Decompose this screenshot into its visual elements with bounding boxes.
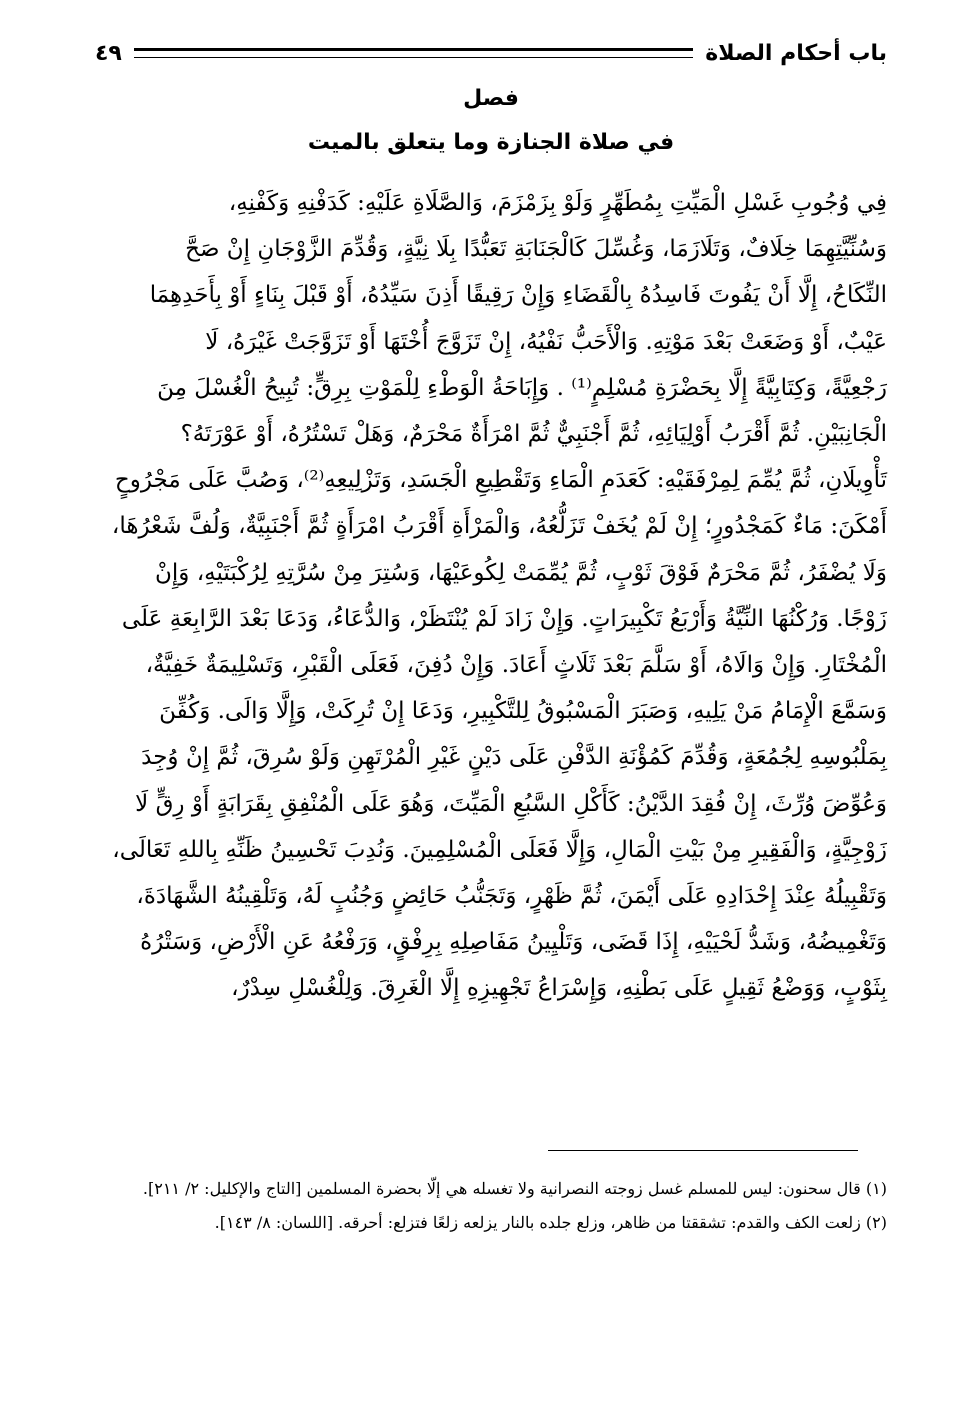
text-line: رَجْعِيَّةً، وَكِتَابِيَّةً إِلَّا بِحَضْرَةِ مُسْلِمٍ⁽¹⁾ . وَإِبَاحَةُ الْوَطْءِ لِلْمَوْتِ بِرِقٍّ: تُبِيحُ الْغُسْلَ مِنَ [157, 374, 887, 401]
text-line: وَسُنِّيَّتِهِمَا خِلَافٌ، وَتَلَازَمَا، وَغُسِّلَ كَالْجَنَابَةِ تَعَبُّدًا بِلَا نِيَّةٍ، وَقُدِّمَ الزَّوْجَانِ إِنْ صَحَّ [185, 236, 887, 263]
section-heading: فصل [463, 86, 519, 111]
text-line: بِمَلْبُوسِهِ لِجُمُعَةٍ، وَقُدِّمَ كَمُؤْنَةِ الدَّفْنِ عَلَى دَيْنٍ غَيْرِ الْمُرْتَهِنِ وَلَوْ سُرِقَ، ثُمَّ إِنْ وُجِدَ [141, 744, 887, 771]
text-line: النِّكَاحُ، إِلَّا أَنْ يَفُوتَ فَاسِدُهُ بِالْقَضَاءِ وَإِنْ رَقِيقًا أَذِنَ سَيِّدُهُ، أَوْ قَبْلَ بِنَاءٍ أَوْ بِأَحَدِهِمَا [149, 282, 887, 309]
footnote-1: (١) قال سحنون: ليس للمسلم غسل زوجته النصرانية ولا تغسله هي إلّا بحضرة المسلمين [التاج والإكليل: ٢/ ٢١١]. [142, 1179, 887, 1198]
text-line: وَلَا يُضْفَرُ، ثُمَّ مَحْرَمٌ فَوْقَ ثَوْبٍ، ثُمَّ يُمِّمَتْ لِكُوعَيْهَا، وَسُتِرَ مِنْ سُرَّتِهِ لِرُكْبَتَيْهِ، وَإِنْ [155, 559, 887, 586]
text-line: الْجَانِبَيْنِ. ثُمَّ أَقْرَبُ أَوْلِيَائِهِ، ثُمَّ أَجْنَبِيٌّ ثُمَّ امْرَأَةٌ مَحْرَمٌ، وَهَلْ تَسْتُرُهُ، أَوْ عَوْرَتَهُ؟ [180, 421, 887, 448]
running-title: باب أحكام الصلاة [705, 40, 887, 66]
page-header [95, 28, 887, 78]
text-line: فِي وُجُوبِ غَسْلِ الْمَيِّتِ بِمُطَهِّرٍ وَلَوْ بِزَمْزَمَ، وَالصَّلَاةِ عَلَيْهِ: كَدَفْنِهِ وَكَفْنِهِ، [228, 190, 887, 216]
text-line: الْمُخْتَارِ. وَإِنْ وَالَاهُ، أَوْ سَلَّمَ بَعْدَ ثَلَاثٍ أَعَادَ. وَإِنْ دُفِنَ، فَعَلَى الْقَبْرِ، وَتَسْلِيمَةٌ خَفِيَّةٌ، [145, 652, 887, 679]
section-subtitle: في صلاة الجنازة وما يتعلق بالميت [307, 130, 675, 155]
header-rule [134, 48, 693, 58]
footnotes [95, 1172, 887, 1240]
text-line: وَعُوِّضَ وُرِّثَ، إِنْ فُقِدَ الدَّيْنُ: كَأَكْلِ السَّبُعِ الْمَيِّتَ، وَهُوَ عَلَى الْمُنْفِقِ بِقَرَابَةٍ أَوْ رِقٍّ لَا [135, 790, 887, 817]
text-line: وَتَغْمِيضُهُ، وَشَدُّ لَحْيَيْهِ، إِذَا قَضَى، وَتَلْيِينُ مَفَاصِلِهِ بِرِفْقٍ، وَرَفْعُهُ عَنِ الْأَرْضِ، وَسَتْرُهُ [140, 929, 887, 956]
text-line: تَأْوِيلَانِ، ثُمَّ يُمِّمَ لِمِرْفَقَيْهِ: كَعَدَمِ الْمَاءِ وَتَقْطِيعِ الْجَسَدِ، وَتَزْلِيعِهِ⁽²⁾، وَصُبَّ عَلَى مَجْرُوحٍ [114, 467, 887, 494]
text-line: زَوْجًا. وَرُكْنُهَا النِّيَّةُ وَأَرْبَعُ تَكْبِيرَاتٍ. وَإِنْ زَادَ لَمْ يُنْتَظَرْ، وَالدُّعَاءُ، وَدَعَا بَعْدَ الرَّابِعَةِ عَلَى [121, 605, 887, 632]
text-line: وَسَمَّعَ الْإِمَامُ مَنْ يَلِيهِ، وَصَبَرَ الْمَسْبُوقُ لِلتَّكْبِيرِ، وَدَعَا إِنْ تُرِكَتْ، وَإِلَّا وَالَى. وَكُفِّنَ [159, 698, 887, 725]
text-line: وَتَقْبِيلُهُ عِنْدَ إِحْدَادِهِ عَلَى أَيْمَنَ، ثُمَّ ظَهْرٍ، وَتَجَنُّبُ حَائِضٍ وَجُنُبٍ لَهُ، وَتَلْقِينُهُ الشَّهَادَةَ، [136, 883, 887, 910]
page-number: ٤٩ [95, 40, 122, 66]
text-line: أَمْكَنَ: مَاءٌ كَمَجْدُورٍ؛ إِنْ لَمْ يُخَفْ تَزَلُّعُهُ، وَالْمَرْأَةِ أَقْرَبُ امْرَأَةٍ ثُمَّ أَجْنَبِيَّةٌ، وَلُفَّ شَعْرُهَا، [111, 513, 887, 540]
main-text [95, 180, 887, 1012]
text-line: زَوْجِيَّةٍ، وَالْفَقِيرِ مِنْ بَيْتِ الْمَالِ، وَإِلَّا فَعَلَى الْمُسْلِمِينَ. وَنُدِبَ تَحْسِينُ ظَنِّهِ بِاللهِ تَعَالَى، [112, 836, 887, 863]
footnote-separator [548, 1150, 858, 1151]
footnote-2: (٢) زلعت الكف والقدم: تشققتا من ظاهر، وزلع جلده بالنار يزلعه زلعًا فتزلع: أحرقه. [اللسان: ٨/ ١٤٣]. [214, 1213, 887, 1232]
text-line: بِثَوْبٍ، وَوَضْعُ ثَقِيلٍ عَلَى بَطْنِهِ، وَإِسْرَاعُ تَجْهِيزِهِ إِلَّا الْغَرِقَ. وَلِلْغُسْلِ سِدْرٌ، [231, 975, 887, 1002]
text-line: عَيْبٌ، أَوْ وَضَعَتْ بَعْدَ مَوْتِهِ. وَالْأَحَبُّ نَفْيُهُ، إِنْ تَزَوَّجَ أُخْتَهَا أَوْ تَزَوَّجَتْ غَيْرَهُ، لَا [205, 328, 887, 355]
